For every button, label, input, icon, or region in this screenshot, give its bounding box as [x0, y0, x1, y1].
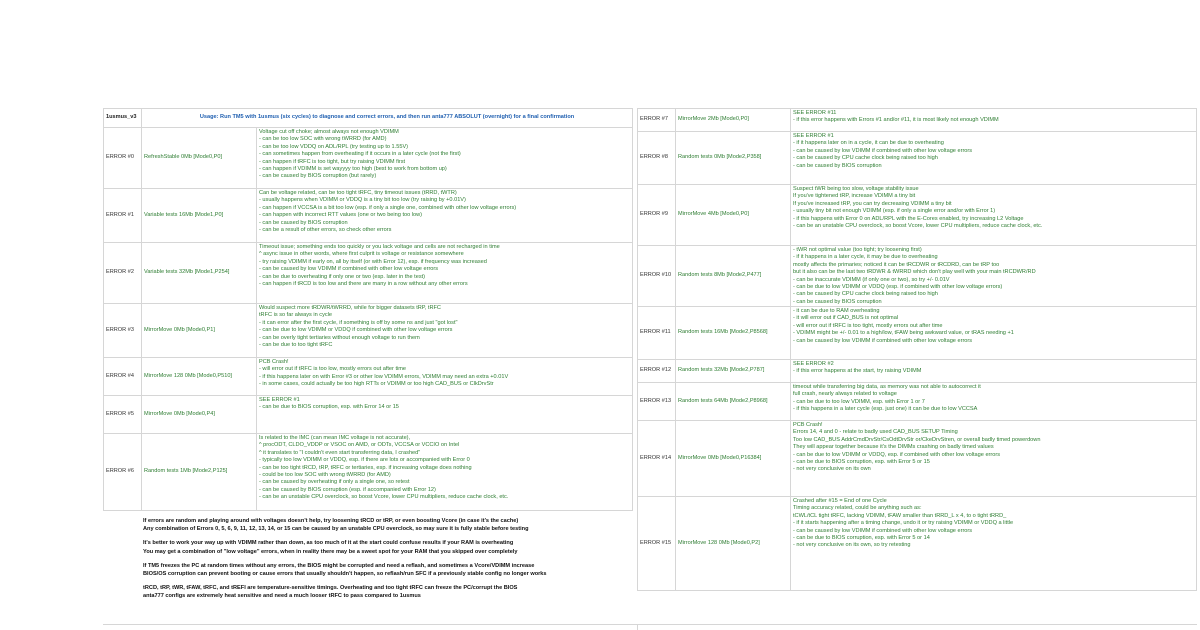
description-line: - can happen if VDIMM is set wayyyy too high (best to work from bottom up)	[259, 166, 447, 173]
description-line: - can be caused by CPU cache clock being raised too high	[793, 155, 938, 162]
description-line: - can be caused by BIOS corruption	[793, 298, 882, 305]
table-row	[638, 109, 1197, 132]
description-line: - can be caused by low VDIMM if combined with other low voltage errors	[793, 527, 973, 534]
description-line: - can be caused by low VDIMM if combined with other low voltage errors	[793, 147, 973, 154]
error-description	[791, 246, 1197, 306]
description-line: - if it happens in a later cycle, it may be due to overheating	[793, 254, 938, 261]
description-line: - can be due to BIOS corruption, esp. with Error 5 or 15	[793, 459, 930, 466]
description-line: Errors 14, 4 and 0 - relate to badly used CAD_BUS SETUP Timing	[793, 429, 958, 436]
table-row	[638, 383, 1197, 421]
description-line: - can happen if tRCD is too low and there are many in a row without any other errors	[259, 281, 468, 288]
note-line: It's better to work your way up with VDIMM rather than down, as too much of it at the start could confuse results if your RAM is overheating	[143, 540, 514, 547]
table-row	[104, 128, 633, 189]
description-line: - can be an unstable CPU overclock, so boost Vcore, lower CPU multipliers, reduce cache clock, etc.	[793, 223, 1043, 230]
note-line: tRCD, tRP, tWR, tFAW, tRFC, and tREFI are temperature-sensitive timings. Overheating and too tight tRFC can freeze the PC/corrupt the BIOS	[143, 585, 518, 592]
description-line: - will error out if tRFC is too tight, mostly errors out after time	[793, 322, 943, 329]
description-line: - if this error happens with Errors #1 and/or #11, it is most likely not enough VDIMM	[793, 117, 999, 124]
description-line: Timeout issue; something ends too quickly or you lack voltage and cells are not recharged in time	[259, 244, 500, 250]
sheet-title: 1usmus_v3	[104, 109, 142, 127]
description-line: - usually tiny bit not enough VDIMM (esp. if only a single error and/or with Error 1)	[793, 208, 996, 215]
error-code: ERROR #7	[638, 109, 676, 131]
description-line: - in some cases, could actually be too high RTTs or VDIMM or too high CAD_BUS or ClkDrvStr	[259, 381, 494, 388]
left-sheet	[103, 108, 633, 511]
error-code: ERROR #3	[104, 304, 142, 357]
error-description	[791, 132, 1197, 184]
test-name: Variable tests 16Mb [Mode1,P0]	[142, 189, 257, 242]
right-table	[637, 108, 1197, 591]
description-line: - can be inaccurate VDIMM (if only one or two), so try +/- 0.01V	[793, 276, 950, 283]
error-code: ERROR #10	[638, 246, 676, 306]
error-code: ERROR #0	[104, 128, 142, 188]
description-line: PCB Crash!	[259, 359, 289, 365]
left-rows	[104, 128, 633, 511]
description-line: SEE ERROR #1	[793, 133, 834, 139]
error-description	[791, 185, 1197, 245]
table-row	[104, 358, 633, 396]
description-line: but it also can be the last two tRDWR & tWRRD which don't play well with your main tRCDWR/RD	[793, 269, 1036, 276]
description-line: - can be due to too low VDIMM, esp. with Error 1 or 7	[793, 398, 925, 405]
description-line: - if this error happens at the start, try raising VDIMM	[793, 368, 922, 375]
description-line: - can be overly tight tertiaries without enough voltage to run them	[259, 334, 420, 341]
description-line: Crashed after #15 = End of one Cycle	[793, 498, 887, 504]
description-line: full crash, nearly always related to voltage	[793, 391, 897, 398]
description-line: - can be due to overheating if only one or two (esp. later in the test)	[259, 273, 426, 280]
description-line: - tWR not optimal value (too tight; try loosening first)	[793, 247, 922, 253]
description-line: - can be caused by BIOS corruption	[259, 219, 348, 226]
description-line: - try raising VDIMM if early on, all by itself (or with Error 12), esp. if frequency was increased	[259, 258, 487, 265]
error-description	[791, 383, 1197, 420]
error-description	[257, 434, 633, 510]
usage-note: Usage: Run TM5 with 1usmus (six cycles) to diagnose and correct errors, and then run anta777 ABSOLUT (overnight) for a final confirmation	[142, 109, 633, 127]
description-line: tCWL/tCL tight tRFC, lacking VDIMM, tFAW smaller than tRRD_L x 4, to o tight tRRD_	[793, 512, 1007, 519]
error-code: ERROR #11	[638, 307, 676, 359]
description-line: - if it happens later on in a cycle, it can be due to overheating	[793, 140, 944, 147]
description-line: Would suspect more tRDWR/tWRRD, while for bigger datasets tRP, tRFC	[259, 305, 441, 311]
description-line: SEE ERROR #2	[793, 361, 834, 367]
description-line: If you've increased tRP, you can try decreasing VDIMM a tiny bit	[793, 200, 952, 207]
error-code: ERROR #1	[104, 189, 142, 242]
error-code: ERROR #6	[104, 434, 142, 510]
description-line: - not very conclusive on its own	[793, 466, 871, 473]
description-line: SEE ERROR #1	[259, 397, 300, 403]
note-line: You may get a combination of "low voltage" errors, when in reality there may be a sweet spot for your RAM that you skipped over completely	[143, 548, 518, 555]
description-line: - can be caused by overheating if only a single one, so retest	[259, 479, 410, 486]
test-name: Random tests 16Mb [Mode2,P8568]	[676, 307, 791, 359]
error-code: ERROR #14	[638, 421, 676, 496]
note-line: If TM5 freezes the PC at random times without any errors, the BIOS might be corrupted and need a reflash, and sometimes a Vcore/VDIMM increase	[143, 562, 535, 569]
test-name: MirrorMove 4Mb [Mode0,P0]	[676, 185, 791, 245]
bottom-left-cell	[103, 624, 638, 630]
description-line: PCB Crash!	[793, 422, 823, 428]
table-row	[104, 189, 633, 243]
description-line: mostly affects the primaries; noticed it can be tRCDWR or tRCDRD, can be tRP too	[793, 261, 1000, 268]
description-line: - can be caused by CPU cache clock being raised too high	[793, 291, 938, 298]
description-line: - can be due to low VDIMM or VDDQ if combined with other low voltage errors	[259, 327, 453, 334]
error-description	[257, 396, 633, 433]
test-name: Random tests 32Mb [Mode2,P787]	[676, 360, 791, 382]
description-line: tRFC is so far always in cycle	[259, 312, 333, 319]
description-line: Can be voltage related, can be too tight tRFC, tiny timeout issues (tRRD, tWTR)	[259, 190, 457, 196]
error-description	[791, 360, 1197, 382]
description-line: - can be too low SOC with wrong tWRRD (for AMD)	[259, 136, 387, 143]
table-row	[104, 243, 633, 304]
test-name: RefreshStable 0Mb [Mode0,P0]	[142, 128, 257, 188]
table-row	[638, 246, 1197, 307]
header-row	[104, 109, 633, 128]
error-code: ERROR #9	[638, 185, 676, 245]
note-line: anta777 configs are extremely heat sensitive and need a much looser tRFC to pass compared to 1usmus	[143, 593, 421, 600]
description-line: - it can error after the first cycle, if something is off by some ns and just "got lost"	[259, 319, 458, 326]
test-name: Random tests 64Mb [Mode2,P8968]	[676, 383, 791, 420]
description-line: - if this happens with Error 0 on ADL/RPL with the E-Cores enabled, try increasing L2 Voltage	[793, 215, 1024, 222]
description-line: - can be due to low VDIMM or VDDQ (esp. if combined with other low voltage errors)	[793, 284, 1003, 291]
note-line: Any combination of Errors 0, 5, 6, 9, 11, 12, 13, 14, or 15 can be caused by an unstable CPU overclock, so may sure it is fully stable before testing	[143, 526, 529, 533]
error-description	[257, 128, 633, 188]
test-name: MirrorMove 0Mb [Mode0,P16384]	[676, 421, 791, 496]
test-name: MirrorMove 0Mb [Mode0,P4]	[142, 396, 257, 433]
description-line: - it will error out if CAD_BUS is not optimal	[793, 315, 899, 322]
description-line: - can sometimes happen from overheating if it occurs in a later cycle (not the first)	[259, 151, 461, 158]
description-line: - not very conclusive on its own, so try retesting	[793, 542, 911, 549]
test-name: MirrorMove 128 0Mb [Mode0,P510]	[142, 358, 257, 395]
description-line: ^ async issue in other words, where first culprit is voltage or resistance somewhere	[259, 251, 464, 258]
description-line: - can be too tight tRCD, tRP, tRFC or tertiaries, esp. if increasing voltage does nothing	[259, 464, 472, 471]
error-code: ERROR #12	[638, 360, 676, 382]
description-line: - can be due to BIOS corruption, esp. with Error 14 or 15	[259, 404, 399, 411]
description-line: - can be a result of other errors, so check other errors	[259, 227, 392, 234]
description-line: - can be caused by BIOS corruption (esp. if accompanied with Error 12)	[259, 486, 436, 493]
description-line: - can be too low VDDQ on ADL/RPL (try testing up to 1.55V)	[259, 143, 409, 150]
error-description	[257, 304, 633, 357]
note-line: BIOS/OS corruption can prevent booting or cause errors that usually shouldn't happen, so reflash/run SFC if a previously stable config no longer works	[143, 571, 547, 578]
description-line: They will appear together because it's the DIMMs crashing on badly timed values	[793, 444, 994, 451]
test-name: Random tests 1Mb [Mode2,P125]	[142, 434, 257, 510]
test-name: MirrorMove 2Mb [Mode0,P0]	[676, 109, 791, 131]
error-code: ERROR #2	[104, 243, 142, 303]
error-code: ERROR #13	[638, 383, 676, 420]
description-line: - if this happens later on with Error #3 or other low VDIMM errors, VDIMM may need an extra +0.01V	[259, 373, 509, 380]
table-row	[638, 497, 1197, 591]
description-line: - can be due to low VDIMM or VDDQ, esp. if combined with other low voltage errors	[793, 451, 1001, 458]
description-line: - can be caused by BIOS corruption (but rarely)	[259, 173, 377, 180]
error-description	[791, 307, 1197, 359]
table-row	[104, 304, 633, 358]
description-line: Voltage cut off choke; almost always not enough VDIMM	[259, 129, 399, 135]
table-row	[638, 307, 1197, 360]
test-name: Random tests 8Mb [Mode2,P477]	[676, 246, 791, 306]
description-line: SEE ERROR #11	[793, 110, 837, 116]
error-description	[257, 189, 633, 242]
right-sheet	[637, 108, 1197, 591]
description-line: - can be due to too tight tRFC	[259, 342, 333, 349]
description-line: - if this happens in a later cycle (esp. just one) it can be due to low VCCSA	[793, 406, 978, 413]
description-line: - could be too low SOC with wrong tWRRD (for AMD)	[259, 472, 391, 479]
error-code: ERROR #15	[638, 497, 676, 590]
description-line: - can be caused by low VDIMM if combined with other low voltage errors	[259, 266, 439, 273]
description-line: - can happen with incorrect RTT values (one or two being too low)	[259, 212, 423, 219]
description-line: ^ procODT, CLDO_VDDP or VSOC on AMD, or ODTs, VCCSA or VCCIO on Intel	[259, 442, 460, 449]
table-row	[638, 360, 1197, 383]
table-row	[638, 132, 1197, 185]
description-line: Suspect tWR being too slow, voltage stability issue	[793, 186, 919, 192]
table-row	[638, 185, 1197, 246]
table-row	[638, 421, 1197, 497]
description-line: ^ it translates to "I couldn't even start transferring data, I crashed"	[259, 449, 421, 456]
description-line: - will error out if tRFC is too low, mostly errors out after time	[259, 366, 407, 373]
description-line: Timing accuracy related, could be anything such as:	[793, 505, 922, 512]
left-table	[103, 108, 633, 511]
description-line: timeout while transferring big data, as memory was not able to autocorrect it	[793, 384, 981, 390]
description-line: Too low CAD_BUS AddrCmdDrvStr/CsOdtDrvStr or/CkeDrvStren, or overall badly timed powerdown	[793, 436, 1041, 443]
error-description	[257, 358, 633, 395]
description-line: - typically too low VDIMM or VDDQ, esp. if there are lots or accompanied with Error 0	[259, 457, 470, 464]
error-code: ERROR #8	[638, 132, 676, 184]
notes-block	[143, 517, 633, 601]
description-line: Is related to the IMC (can mean IMC voltage is not accurate),	[259, 435, 411, 441]
description-line: - if it starts happening after a timing change, undo it or try raising VDIMM or VDDQ a little	[793, 520, 1014, 527]
error-description	[791, 109, 1197, 131]
note-line: If errors are random and playing around with voltages doesn't help, try loosening tRCD or tRP, or even boosting Vcore (in case it's the cache)	[143, 518, 519, 524]
description-line: If you've tightened tRP, increase VDIMM a tiny bit	[793, 193, 916, 200]
error-description	[791, 497, 1197, 590]
error-code: ERROR #4	[104, 358, 142, 395]
description-line: - it can be due to RAM overheating	[793, 308, 880, 314]
test-name: Random tests 0Mb [Mode2,P358]	[676, 132, 791, 184]
description-line: - can happen if VCCSA is a bit too low (esp. if only a single one, combined with other low voltage errors)	[259, 204, 517, 211]
table-row	[104, 396, 633, 434]
error-description	[257, 243, 633, 303]
test-name: MirrorMove 128 0Mb [Mode0,P2]	[676, 497, 791, 590]
test-name: MirrorMove 0Mb [Mode0,P1]	[142, 304, 257, 357]
description-line: - can be caused by BIOS corruption	[793, 162, 882, 169]
error-code: ERROR #5	[104, 396, 142, 433]
description-line: - can be an unstable CPU overclock, so boost Vcore, lower CPU multipliers, reduce cache clock, etc.	[259, 494, 509, 501]
description-line: - can be due to BIOS corruption, esp. with Error 5 or 14	[793, 535, 930, 542]
description-line: - VDIMM might be +/- 0.01 to a high/low, tFAW being awkward value, or tRAS needing +1	[793, 330, 1014, 337]
table-row	[104, 434, 633, 511]
error-description	[791, 421, 1197, 496]
description-line: - can be caused by low VDIMM if combined with other low voltage errors	[793, 337, 973, 344]
description-line: - usually happens when VDIMM or VDDQ is a tiny bit too low (try raising by +0.01V)	[259, 197, 466, 204]
test-name: Variable tests 32Mb [Mode1,P254]	[142, 243, 257, 303]
description-line: - can happen if tRFC is too tight, but try raising VDIMM first	[259, 158, 406, 165]
